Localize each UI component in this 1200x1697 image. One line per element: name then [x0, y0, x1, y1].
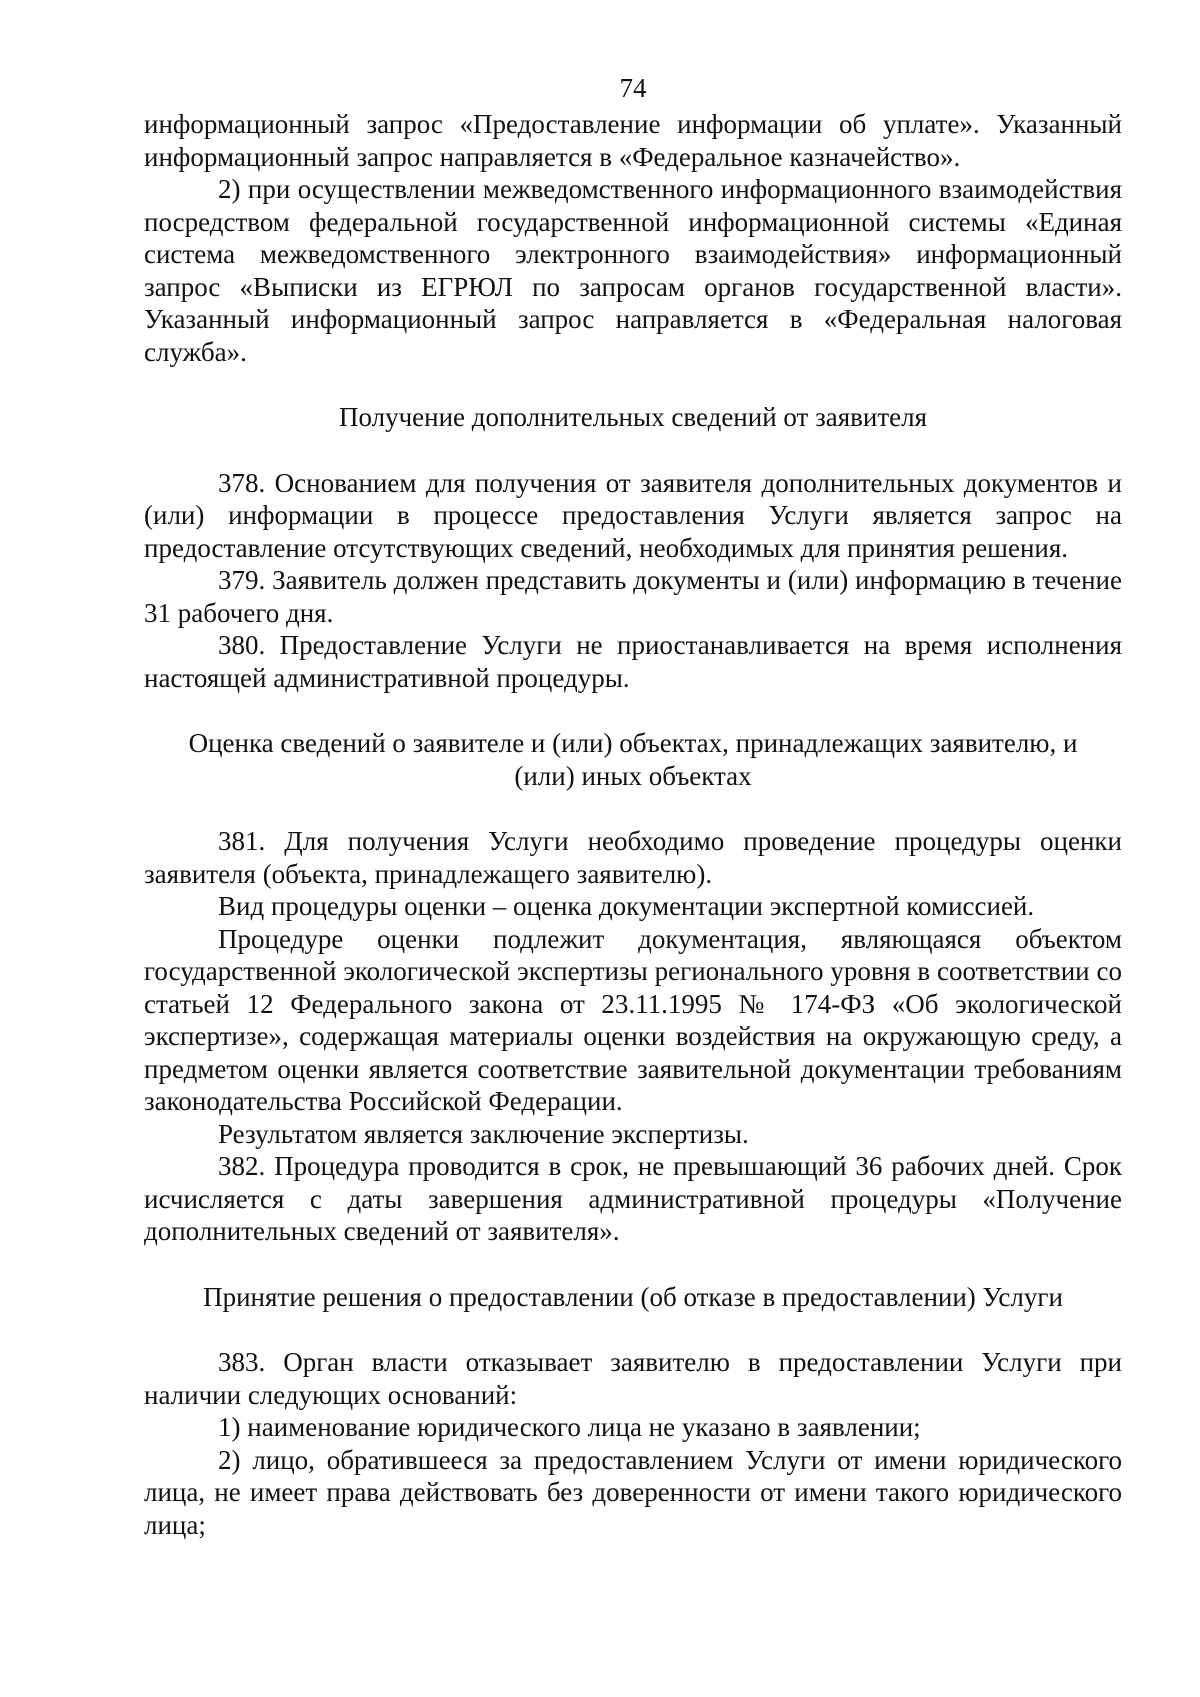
paragraph: 379. Заявитель должен представить документы и (или) информацию в течение 31 рабочего дня.: [144, 565, 1122, 628]
page-number: 74: [619, 73, 647, 103]
list-item: 1) наименование юридического лица не указано в заявлении;: [218, 1412, 921, 1442]
paragraph: 381. Для получения Услуги необходимо проведение процедуры оценки заявителя (объекта, принадлежащего заявителю).: [144, 826, 1122, 889]
page-content: [144, 72, 1122, 1541]
section-heading: Принятие решения о предоставлении (об отказе в предоставлении) Услуги: [203, 1281, 1063, 1312]
paragraph: 382. Процедура проводится в срок, не превышающий 36 рабочих дней. Срок исчисляется с даты завершения административной процедуры «Получение дополнительных сведений от заявителя».: [144, 1151, 1122, 1246]
section-heading: Оценка сведений о заявителе и (или) объектах, принадлежащих заявителю, и (или) иных объектах: [188, 728, 1078, 791]
paragraph: Процедуре оценки подлежит документация, являющаяся объектом государственной экологической экспертизы регионального уровня в соответствии со статьей 12 Федерального закона от 23.11.1995 № 174-ФЗ «Об экологической экспертизе», содержащая материалы оценки воздействия на окружающую среду, а предметом оценки является соответствие заявительной документации требованиям законодательства Российской Федерации.: [144, 923, 1122, 1116]
paragraph: 383. Орган власти отказывает заявителю в предоставлении Услуги при наличии следующих оснований:: [144, 1347, 1122, 1410]
paragraph: Результатом является заключение экспертизы.: [218, 1118, 749, 1149]
paragraph: Вид процедуры оценки – оценка документации экспертной комиссией.: [218, 891, 1035, 921]
paragraph: 378. Основанием для получения от заявителя дополнительных документов и (или) информации в процессе предоставления Услуги является запрос на предоставление отсутствующих сведений, необходимых для принятия решения.: [144, 467, 1122, 563]
paragraph: информационный запрос «Предоставление информации об уплате». Указанный информационный запрос направляется в «Федеральное казначейство».: [144, 109, 1122, 172]
section-heading: Получение дополнительных сведений от заявителя: [338, 402, 928, 432]
list-item: 2) лицо, обратившееся за предоставлением Услуги от имени юридического лица, не имеет права действовать без доверенности от имени такого юридического лица;: [144, 1444, 1122, 1540]
paragraph: 380. Предоставление Услуги не приостанавливается на время исполнения настоящей административной процедуры.: [144, 630, 1122, 693]
paragraph: 2) при осуществлении межведомственного информационного взаимодействия посредством федеральной государственной информационной системы «Единая система межведомственного электронного взаимодействия» информационный запрос «Выписки из ЕГРЮЛ по запросам органов государственной власти». Указанный информационный запрос направляется в «Федеральная налоговая служба».: [144, 174, 1122, 367]
